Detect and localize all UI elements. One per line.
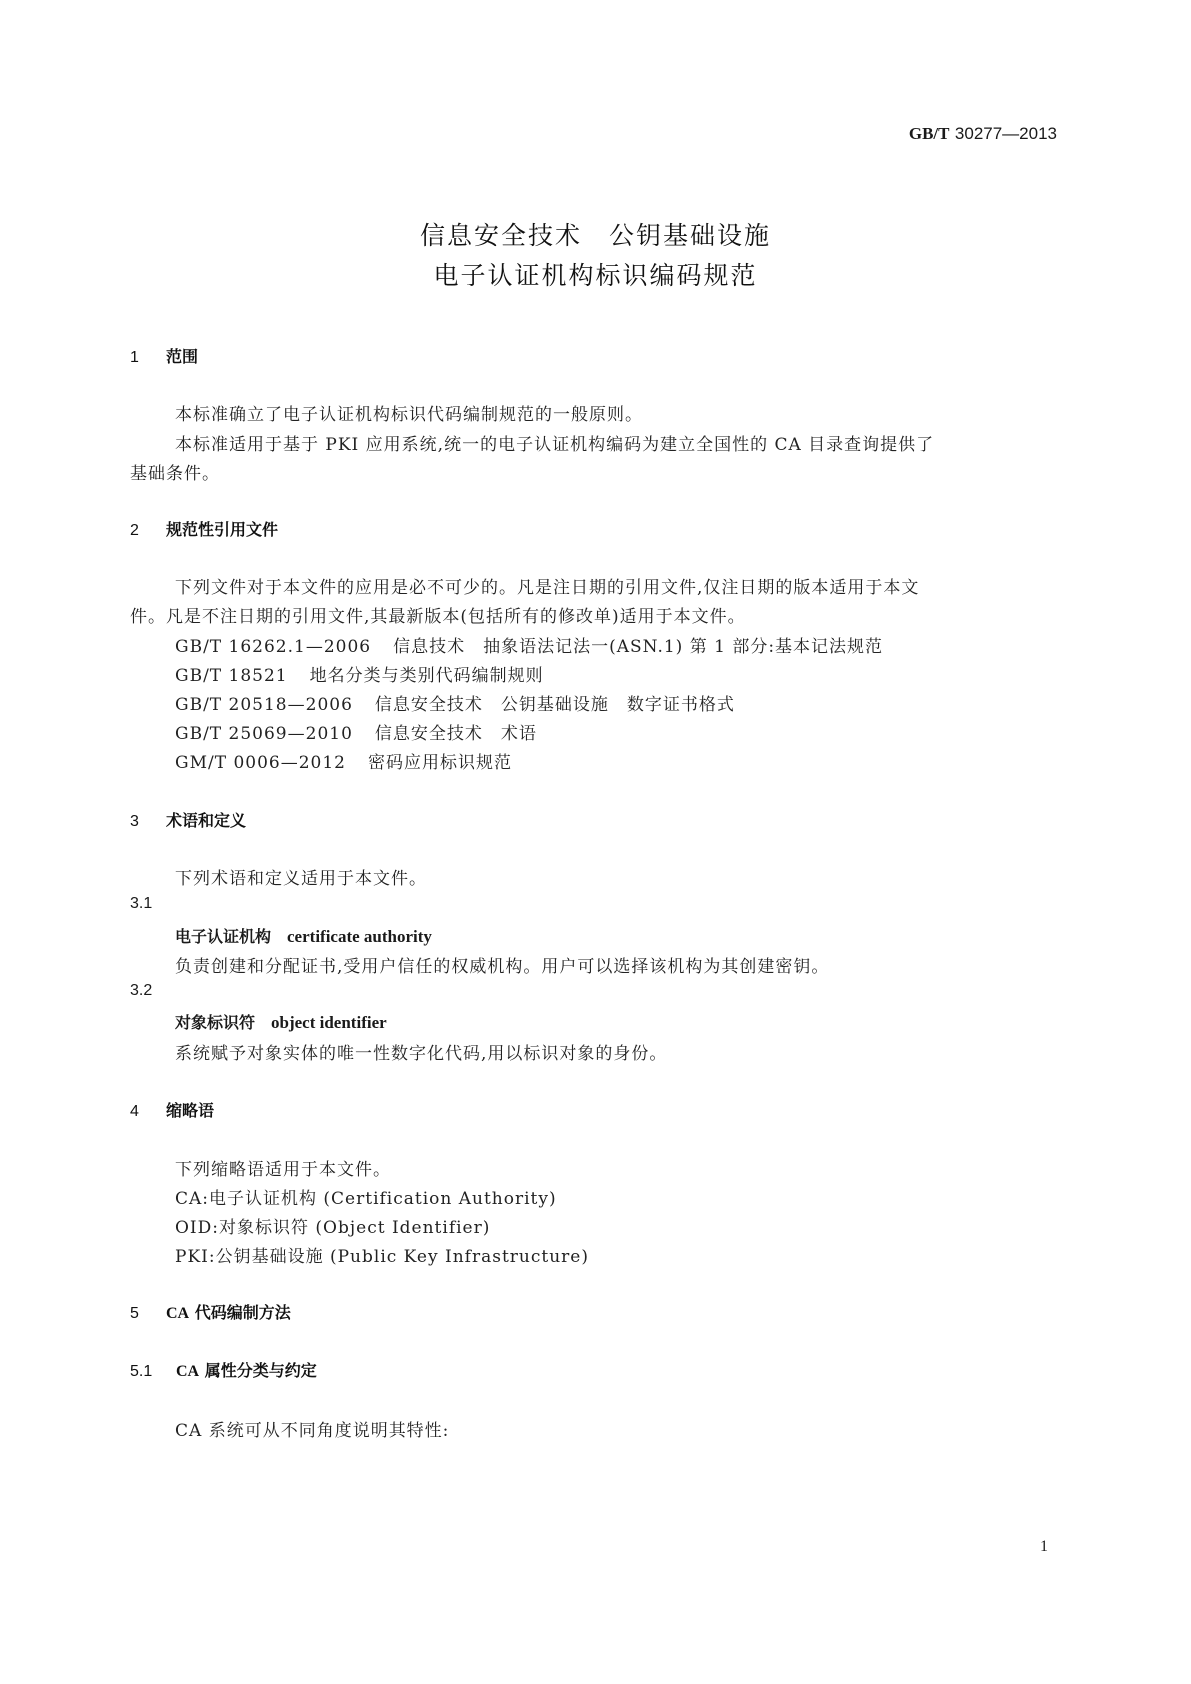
section-3-heading: 3 术语和定义 xyxy=(130,811,247,830)
section-1-paragraph-2: 本标准适用于基于 PKI 应用系统,统一的电子认证机构编码为建立全国性的 CA 目录查询提供了 xyxy=(175,435,935,455)
document-title-line1: 信息安全技术 公钥基础设施 xyxy=(419,221,771,250)
term-heading: 电子认证机构 certificate authority xyxy=(175,927,432,946)
reference-item: GB/T 16262.1—2006 信息技术 抽象语法记法一(ASN.1) 第 1 部分:基本记法规范 xyxy=(175,637,884,657)
term-number: 3.1 xyxy=(130,895,153,912)
section-4-intro: 下列缩略语适用于本文件。 xyxy=(175,1160,391,1180)
reference-item: GB/T 25069—2010 信息安全技术 术语 xyxy=(175,724,537,744)
term-definition: 系统赋予对象实体的唯一性数字化代码,用以标识对象的身份。 xyxy=(175,1044,668,1064)
section-3-intro: 下列术语和定义适用于本文件。 xyxy=(175,869,427,889)
section-5-heading: 5 CA 代码编制方法 xyxy=(130,1303,291,1322)
abbreviation-item: CA:电子认证机构 (Certification Authority) xyxy=(175,1189,557,1209)
section-1-heading: 1 范围 xyxy=(130,347,199,366)
section-2-intro-line1: 下列文件对于本文件的应用是必不可少的。凡是注日期的引用文件,仅注日期的版本适用于本文 xyxy=(175,578,920,598)
page-number: 1 xyxy=(1040,1538,1048,1555)
term-definition: 负责创建和分配证书,受用户信任的权威机构。用户可以选择该机构为其创建密钥。 xyxy=(175,957,830,977)
reference-item: GB/T 18521 地名分类与类别代码编制规则 xyxy=(175,666,544,686)
standard-number: 30277—2013 xyxy=(954,124,1057,143)
standard-prefix: GB/T xyxy=(908,124,950,143)
section-1-paragraph-1: 本标准确立了电子认证机构标识代码编制规范的一般原则。 xyxy=(175,405,643,425)
document-title-line2: 电子认证机构标识编码规范 xyxy=(433,261,758,290)
section-2-heading: 2 规范性引用文件 xyxy=(130,520,279,539)
reference-item: GB/T 20518—2006 信息安全技术 公钥基础设施 数字证书格式 xyxy=(175,695,735,715)
abbreviation-item: OID:对象标识符 (Object Identifier) xyxy=(175,1218,491,1238)
section-1-paragraph-2-cont: 基础条件。 xyxy=(130,464,220,484)
standard-code xyxy=(909,124,1057,144)
term-number: 3.2 xyxy=(130,982,153,999)
section-5-1-heading: 5.1 CA 属性分类与约定 xyxy=(130,1361,317,1380)
term-heading: 对象标识符 object identifier xyxy=(175,1013,387,1032)
reference-item: GM/T 0006—2012 密码应用标识规范 xyxy=(175,753,512,773)
section-5-1-paragraph: CA 系统可从不同角度说明其特性: xyxy=(175,1421,450,1441)
abbreviation-item: PKI:公钥基础设施 (Public Key Infrastructure) xyxy=(175,1247,589,1267)
section-4-heading: 4 缩略语 xyxy=(130,1101,215,1120)
section-2-intro-line2: 件。凡是不注日期的引用文件,其最新版本(包括所有的修改单)适用于本文件。 xyxy=(130,607,746,627)
